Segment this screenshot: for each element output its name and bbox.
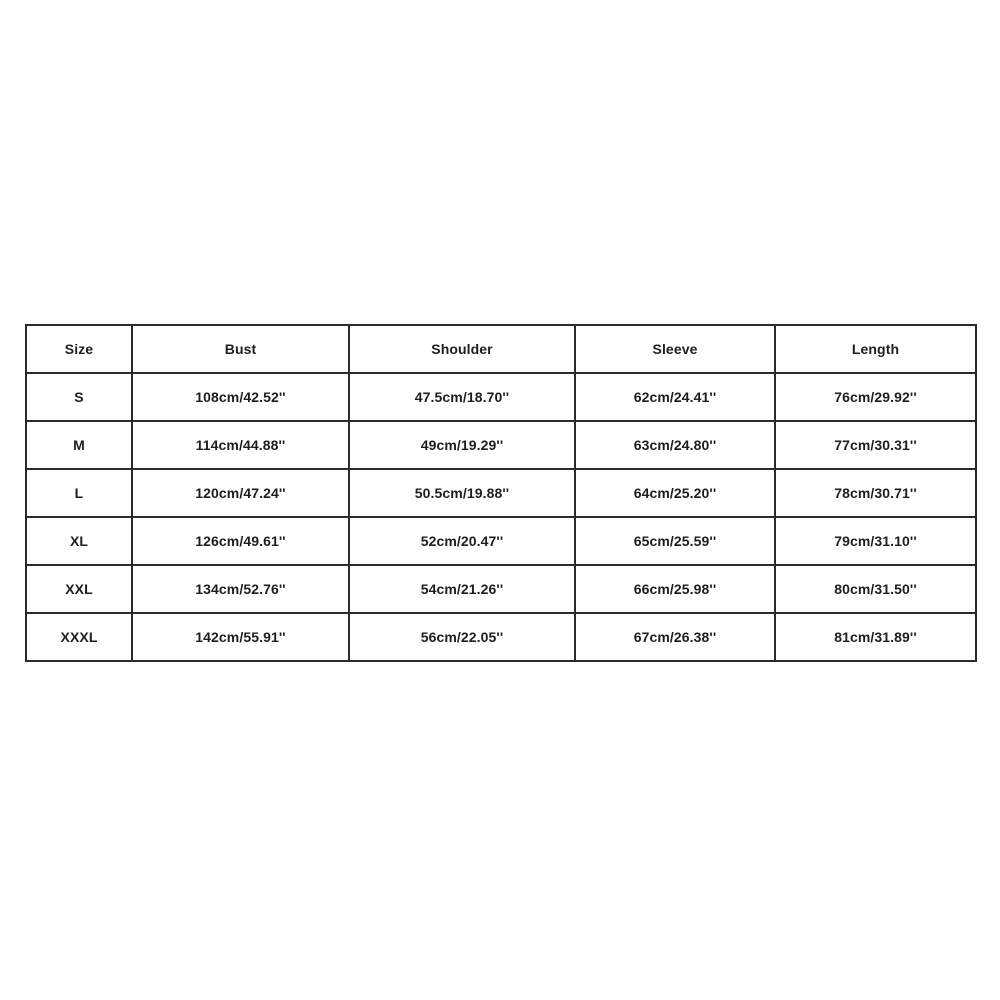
size-chart-table [25,324,977,662]
sleeve-cell: 63cm/24.80'' [575,421,775,469]
table-row [26,421,976,469]
sleeve-cell: 65cm/25.59'' [575,517,775,565]
length-cell: 78cm/30.71'' [775,469,976,517]
size-cell: M [26,421,132,469]
bust-cell: 114cm/44.88'' [132,421,349,469]
header-length: Length [775,325,976,373]
bust-cell: 108cm/42.52'' [132,373,349,421]
header-row [26,325,976,373]
sleeve-cell: 64cm/25.20'' [575,469,775,517]
size-cell: L [26,469,132,517]
bust-cell: 126cm/49.61'' [132,517,349,565]
sleeve-cell: 62cm/24.41'' [575,373,775,421]
length-cell: 76cm/29.92'' [775,373,976,421]
length-cell: 77cm/30.31'' [775,421,976,469]
shoulder-cell: 56cm/22.05'' [349,613,575,661]
bust-cell: 142cm/55.91'' [132,613,349,661]
shoulder-cell: 52cm/20.47'' [349,517,575,565]
table-row [26,373,976,421]
length-cell: 79cm/31.10'' [775,517,976,565]
table-row [26,613,976,661]
shoulder-cell: 50.5cm/19.88'' [349,469,575,517]
header-shoulder: Shoulder [349,325,575,373]
length-cell: 80cm/31.50'' [775,565,976,613]
sleeve-cell: 67cm/26.38'' [575,613,775,661]
size-cell: XXL [26,565,132,613]
shoulder-cell: 49cm/19.29'' [349,421,575,469]
size-cell: S [26,373,132,421]
header-sleeve: Sleeve [575,325,775,373]
size-cell: XXXL [26,613,132,661]
table-row [26,469,976,517]
table-row [26,565,976,613]
bust-cell: 134cm/52.76'' [132,565,349,613]
header-bust: Bust [132,325,349,373]
table-row [26,517,976,565]
header-size: Size [26,325,132,373]
size-cell: XL [26,517,132,565]
sleeve-cell: 66cm/25.98'' [575,565,775,613]
length-cell: 81cm/31.89'' [775,613,976,661]
shoulder-cell: 47.5cm/18.70'' [349,373,575,421]
shoulder-cell: 54cm/21.26'' [349,565,575,613]
bust-cell: 120cm/47.24'' [132,469,349,517]
